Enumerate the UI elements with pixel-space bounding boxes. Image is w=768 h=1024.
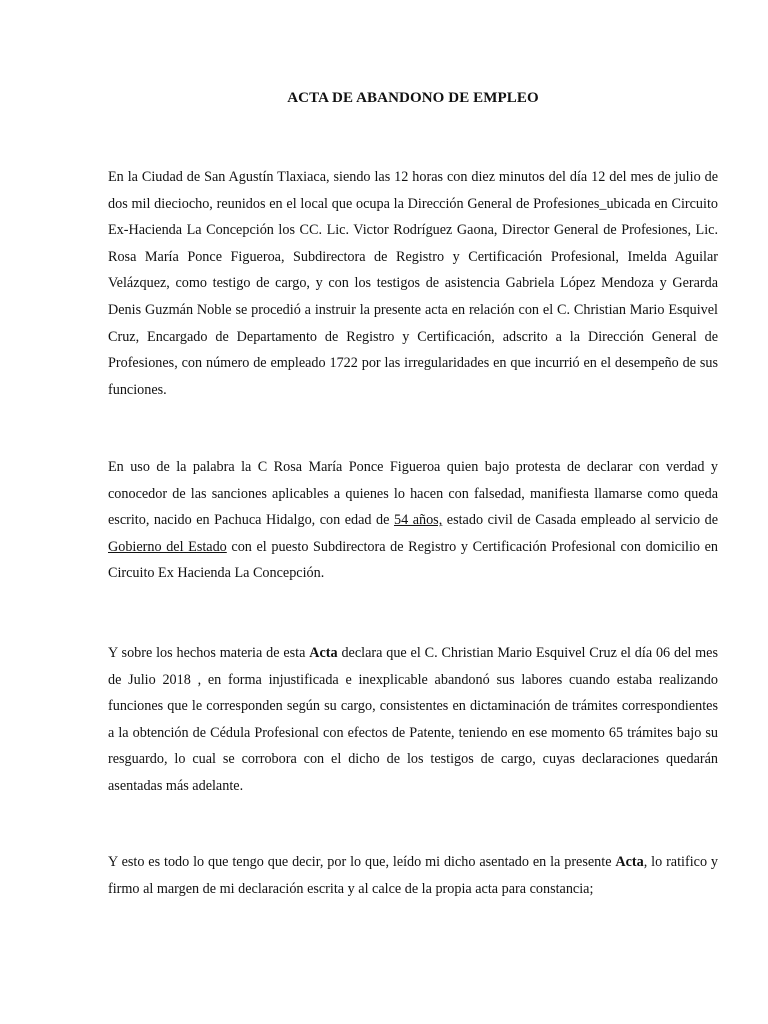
declarant-employer: Gobierno del Estado [108,538,227,555]
paragraph-closing [108,849,718,902]
paragraph-declarant-text-c: con el puesto Subdirectora de Registro y Certificación Profesional con domicilio en Circuito Ex Hacienda La Concepción. [108,538,719,582]
paragraph-closing-acta: Acta [615,854,644,870]
paragraph-facts-text-b: declara que el C. Christian Mario Esquivel Cruz el día 06 del mes de Julio 2018 , en forma injustificada e inexplicable abandonó sus labores cuando estaba realizando funciones que le corresponden según su cargo, consistentes en dictaminación de trámites correspondientes a la obtención de Cédula Profesional con efectos de Patente, teniendo en ese momento 65 trámites bajo su resguardo, lo cual se corrobora con el dicho de los testigos de cargo, cuyas declaraciones quedarán asentadas más adelante. [108,645,719,794]
paragraph-facts-text-a: Y sobre los hechos materia de esta [108,645,310,661]
paragraph-declarant-text-a: En uso de la palabra la C Rosa María Ponce Figueroa quien bajo protesta de declarar con verdad y conocedor de las sanciones aplicables a quienes lo hacen con falsedad, manifiesta llamarse como queda escrito, nacido en Pachuca Hidalgo, con edad de [108,459,718,529]
paragraph-facts [108,640,718,800]
paragraph-closing-text-b: , lo ratifico y firmo al margen de mi declaración escrita y al calce de la propia acta para constancia; [108,854,718,897]
paragraph-declarant [108,454,718,587]
paragraph-facts-acta: Acta [309,645,338,661]
paragraph-closing-text-a: Y esto es todo lo que tengo que decir, por lo que, leído mi dicho asentado en la presente [108,854,616,870]
paragraph-opening: En la Ciudad de San Agustín Tlaxiaca, siendo las 12 horas con diez minutos del día 12 del mes de julio de dos mil dieciocho, reunidos en el local que ocupa la Dirección General de Profesiones_ubicada en Circuito Ex-Hacienda La Concepción los CC. Lic. Victor Rodríguez Gaona, Director General de Profesiones, Lic. Rosa María Ponce Figueroa, Subdirectora de Registro y Certificación Profesional, Imelda Aguilar Velázquez, como testigo de cargo, y con los testigos de asistencia Gabriela López Mendoza y Gerarda Denis Guzmán Noble se procedió a instruir la presente acta en relación con el C. Christian Mario Esquivel Cruz, Encargado de Departamento de Registro y Certificación, adscrito a la Dirección General de Profesiones, con número de empleado 1722 por las irregularidades en que incurrió en el desempeño de sus funciones. [108,169,718,398]
declarant-age: 54 años, [393,512,443,529]
document-title: ACTA DE ABANDONO DE EMPLEO [287,90,539,106]
paragraph-declarant-text-b: estado civil de Casada empleado al servicio de [442,512,719,529]
